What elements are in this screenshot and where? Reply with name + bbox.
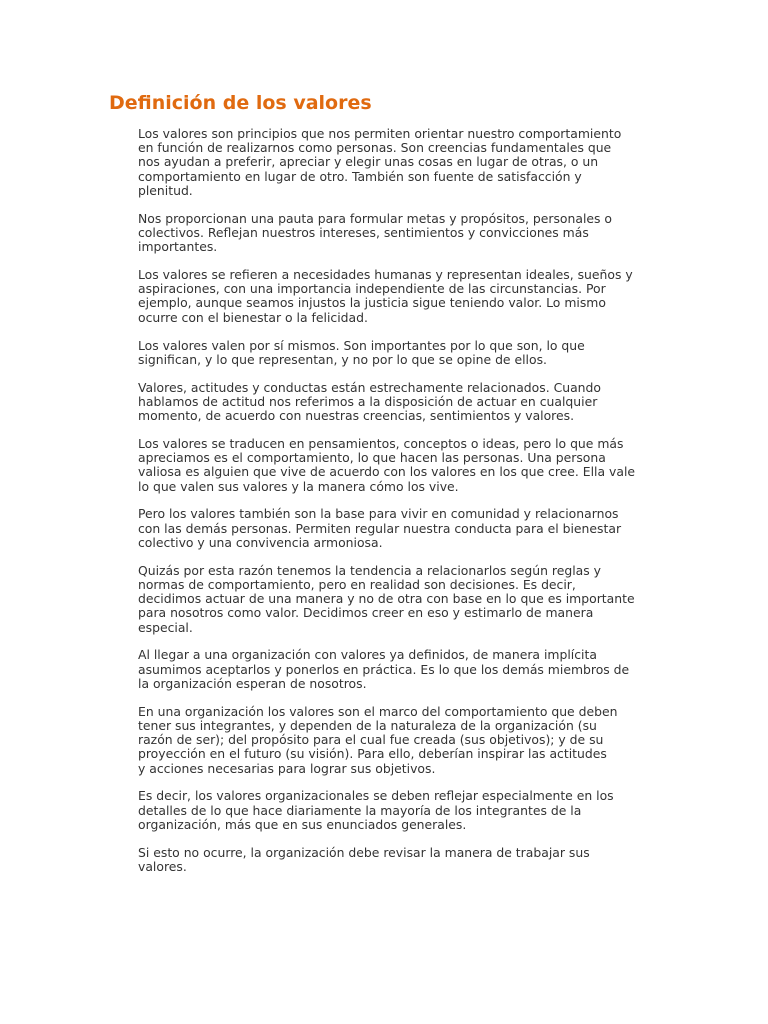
page-title: Definición de los valores: [109, 92, 372, 114]
paragraph-1: Los valores son principios que nos permiten orientar nuestro comportamiento en función de realizarnos como personas. Son creencias fundamentales que nos ayudan a preferir, apreciar y elegir unas cosas en lugar de otras, o un comportamiento en lugar de otro. También son fuente de satisfacción y plenitud.: [138, 126, 622, 198]
paragraph-8: Quizás por esta razón tenemos la tendencia a relacionarlos según reglas y normas de comportamiento, pero en realidad son decisiones. Es decir, decidimos actuar de una manera y no de otra con base en lo que es importante para nosotros como valor. Decidimos creer en eso y estimarlo de manera especial.: [138, 562, 635, 635]
paragraph-10: En una organización los valores son el marco del comportamiento que deben tener sus integrantes, y dependen de la naturaleza de la organización (su razón de ser); del propósito para el cual fue creada (sus objetivos); y de su proyección en el futuro (su visión). Para ello, deberían inspirar las actitudes y acciones necesarias para lograr sus objetivos.: [138, 703, 618, 776]
paragraph-11: Es decir, los valores organizacionales se deben reflejar especialmente en los detalles de lo que hace diariamente la mayoría de los integrantes de la organización, más que en sus enunciados generales.: [138, 788, 614, 832]
paragraph-3: Los valores se refieren a necesidades humanas y representan ideales, sueños y aspiraciones, con una importancia independiente de las circunstancias. Por ejemplo, aunque seamos injustos la justicia sigue teniendo valor. Lo mismo ocurre con el bienestar o la felicidad.: [138, 267, 633, 325]
paragraph-5: Valores, actitudes y conductas están estrechamente relacionados. Cuando hablamos de actitud nos referimos a la disposición de actuar en cualquier momento, de acuerdo con nuestras creencias, sentimientos y valores.: [138, 379, 601, 423]
paragraph-12: Si esto no ocurre, la organización debe revisar la manera de trabajar sus valores.: [138, 844, 590, 874]
paragraph-7: Pero los valores también son la base para vivir en comunidad y relacionarnos con las demás personas. Permiten regular nuestra conducta para el bienestar colectivo y una convivencia armoniosa.: [138, 506, 622, 550]
paragraph-6: Los valores se traducen en pensamientos, conceptos o ideas, pero lo que más apreciamos es el comportamiento, lo que hacen las personas. Una persona valiosa es alguien que vive de acuerdo con los valores en los que cree. Ella vale lo que valen sus valores y la manera cómo los vive.: [138, 435, 636, 494]
paragraph-2: Nos proporcionan una pauta para formular metas y propósitos, personales o colectivos. Reflejan nuestros intereses, sentimientos y convicciones más importantes.: [138, 210, 612, 255]
article-body: [138, 127, 662, 888]
paragraph-9: Al llegar a una organización con valores ya definidos, de manera implícita asumimos aceptarlos y ponerlos en práctica. Es lo que los demás miembros de la organización esperan de nosotros.: [138, 647, 630, 691]
paragraph-4: Los valores valen por sí mismos. Son importantes por lo que son, lo que significan, y lo que representan, y no por lo que se opine de ellos.: [138, 337, 585, 367]
